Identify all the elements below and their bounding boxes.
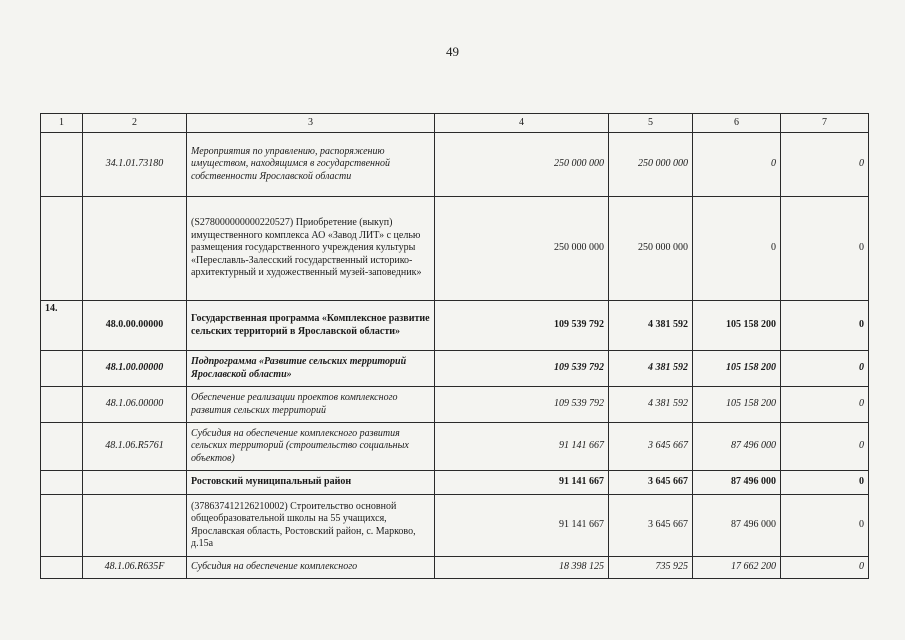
- amount-other: 0: [781, 197, 869, 301]
- amount-other: 0: [781, 387, 869, 423]
- row-number: 14.: [41, 301, 83, 351]
- amount-total: 18 398 125: [435, 557, 609, 579]
- table-row: [41, 387, 869, 423]
- amount-total: 91 141 667: [435, 495, 609, 557]
- amount-federal: 105 158 200: [693, 387, 781, 423]
- row-description: (S278000000000220527) Приобретение (выкуп) имущественного комплекса АО «Завод ЛИТ» с целью размещения государственного учреждения культуры «Переславль-Залесский государственный историко-архитектурный и художественный музей-заповедник»: [187, 197, 435, 301]
- budget-table: [40, 113, 869, 579]
- amount-regional: 3 645 667: [609, 471, 693, 495]
- row-description: Субсидия на обеспечение комплексного: [187, 557, 435, 579]
- amount-other: 0: [781, 351, 869, 387]
- amount-total: 250 000 000: [435, 197, 609, 301]
- amount-other: 0: [781, 557, 869, 579]
- row-number: [41, 387, 83, 423]
- row-description: Обеспечение реализации проектов комплексного развития сельских территорий: [187, 387, 435, 423]
- table-row: [41, 423, 869, 471]
- amount-regional: 4 381 592: [609, 351, 693, 387]
- row-description: Мероприятия по управлению, распоряжению имуществом, находящимся в государственной собственности Ярославской области: [187, 133, 435, 197]
- page-number: 49: [446, 44, 459, 59]
- amount-federal: 87 496 000: [693, 495, 781, 557]
- table-header-row: [41, 114, 869, 133]
- budget-code: 48.1.06.R635F: [83, 557, 187, 579]
- amount-regional: 4 381 592: [609, 301, 693, 351]
- amount-regional: 4 381 592: [609, 387, 693, 423]
- budget-code: 34.1.01.73180: [83, 133, 187, 197]
- row-description: Субсидия на обеспечение комплексного развития сельских территорий (строительство социальных объектов): [187, 423, 435, 471]
- row-number: [41, 423, 83, 471]
- amount-total: 250 000 000: [435, 133, 609, 197]
- column-header: 5: [609, 114, 693, 133]
- amount-federal: 87 496 000: [693, 423, 781, 471]
- table-row: [41, 301, 869, 351]
- amount-regional: 3 645 667: [609, 423, 693, 471]
- row-number: [41, 133, 83, 197]
- table-row: [41, 495, 869, 557]
- row-description: Подпрограмма «Развитие сельских территорий Ярославской области»: [187, 351, 435, 387]
- amount-total: 91 141 667: [435, 471, 609, 495]
- column-header: 1: [41, 114, 83, 133]
- amount-federal: 105 158 200: [693, 301, 781, 351]
- amount-federal: 17 662 200: [693, 557, 781, 579]
- amount-federal: 0: [693, 133, 781, 197]
- amount-regional: 250 000 000: [609, 133, 693, 197]
- row-number: [41, 197, 83, 301]
- row-number: [41, 495, 83, 557]
- budget-code: [83, 495, 187, 557]
- table-row: [41, 557, 869, 579]
- amount-other: 0: [781, 423, 869, 471]
- budget-code: 48.1.06.00000: [83, 387, 187, 423]
- budget-code: [83, 471, 187, 495]
- table-row: [41, 351, 869, 387]
- amount-federal: 87 496 000: [693, 471, 781, 495]
- amount-total: 91 141 667: [435, 423, 609, 471]
- budget-code: 48.1.06.R5761: [83, 423, 187, 471]
- amount-total: 109 539 792: [435, 387, 609, 423]
- table-row: [41, 471, 869, 495]
- amount-other: 0: [781, 471, 869, 495]
- column-header: 6: [693, 114, 781, 133]
- column-header: 7: [781, 114, 869, 133]
- row-number: [41, 471, 83, 495]
- row-description: Ростовский муниципальный район: [187, 471, 435, 495]
- amount-total: 109 539 792: [435, 351, 609, 387]
- budget-code: 48.0.00.00000: [83, 301, 187, 351]
- row-number: [41, 557, 83, 579]
- amount-federal: 0: [693, 197, 781, 301]
- amount-other: 0: [781, 301, 869, 351]
- amount-total: 109 539 792: [435, 301, 609, 351]
- row-description: Государственная программа «Комплексное развитие сельских территорий в Ярославской области»: [187, 301, 435, 351]
- column-header: 2: [83, 114, 187, 133]
- row-number: [41, 351, 83, 387]
- row-description: (378637412126210002) Строительство основной общеобразовательной школы на 55 учащихся, Ярославская область, Ростовский район, с. Марково, д.15а: [187, 495, 435, 557]
- column-header: 3: [187, 114, 435, 133]
- column-header: 4: [435, 114, 609, 133]
- amount-regional: 3 645 667: [609, 495, 693, 557]
- amount-other: 0: [781, 133, 869, 197]
- budget-code: [83, 197, 187, 301]
- table-row: [41, 197, 869, 301]
- amount-regional: 250 000 000: [609, 197, 693, 301]
- amount-federal: 105 158 200: [693, 351, 781, 387]
- amount-regional: 735 925: [609, 557, 693, 579]
- budget-code: 48.1.00.00000: [83, 351, 187, 387]
- table-row: [41, 133, 869, 197]
- amount-other: 0: [781, 495, 869, 557]
